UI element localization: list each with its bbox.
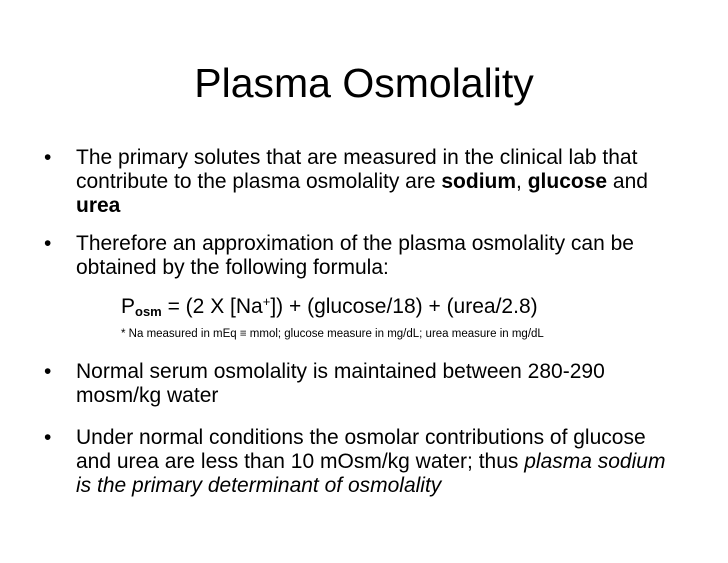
formula-p: P: [121, 295, 136, 318]
italic-conclusion: plasma sodium is the primary determinant of osmolality: [76, 450, 666, 497]
bullet-item-normal-conditions: [44, 426, 684, 498]
bullet-marker: •: [44, 360, 52, 383]
bullet-text-part: The primary solutes that are measured in the clinical lab that contribute to the plasma osmolality are: [76, 146, 638, 193]
bullet-item-primary-solutes: [44, 146, 684, 218]
bullet-text-part: and: [607, 170, 648, 193]
bullet-marker: •: [44, 426, 52, 449]
bullet-text: [76, 146, 684, 218]
bullet-marker: •: [44, 146, 52, 169]
bullet-text-part: Under normal conditions the osmolar contributions of glucose and urea are less than 10 mOsm/kg water; thus: [76, 426, 646, 473]
bullet-marker: •: [44, 232, 52, 255]
formula-part: ]) + (glucose/18) + (urea/2.8): [270, 295, 538, 318]
bullet-text: Normal serum osmolality is maintained between 280-290 mosm/kg water: [76, 360, 605, 407]
bold-term-glucose: glucose: [527, 170, 608, 193]
bullet-item-approximation: [44, 232, 684, 280]
formula-part: = (2 X [Na: [161, 295, 263, 318]
formula-subscript: osm: [135, 304, 162, 319]
bullet-item-normal-osmolality: [44, 360, 684, 408]
formula-footnote: * Na measured in mEq ≡ mmol; glucose measure in mg/dL; urea measure in mg/dL: [121, 328, 544, 340]
bullet-text-part: ,: [516, 170, 528, 193]
bullet-text: Therefore an approximation of the plasma osmolality can be obtained by the following formula:: [76, 232, 634, 279]
bold-term-urea: urea: [76, 194, 121, 217]
osmolality-formula: [121, 294, 538, 320]
bold-term-sodium: sodium: [441, 170, 517, 193]
bullet-text: [76, 426, 684, 498]
slide-title: Plasma Osmolality: [194, 60, 534, 106]
formula-superscript: +: [262, 294, 271, 309]
